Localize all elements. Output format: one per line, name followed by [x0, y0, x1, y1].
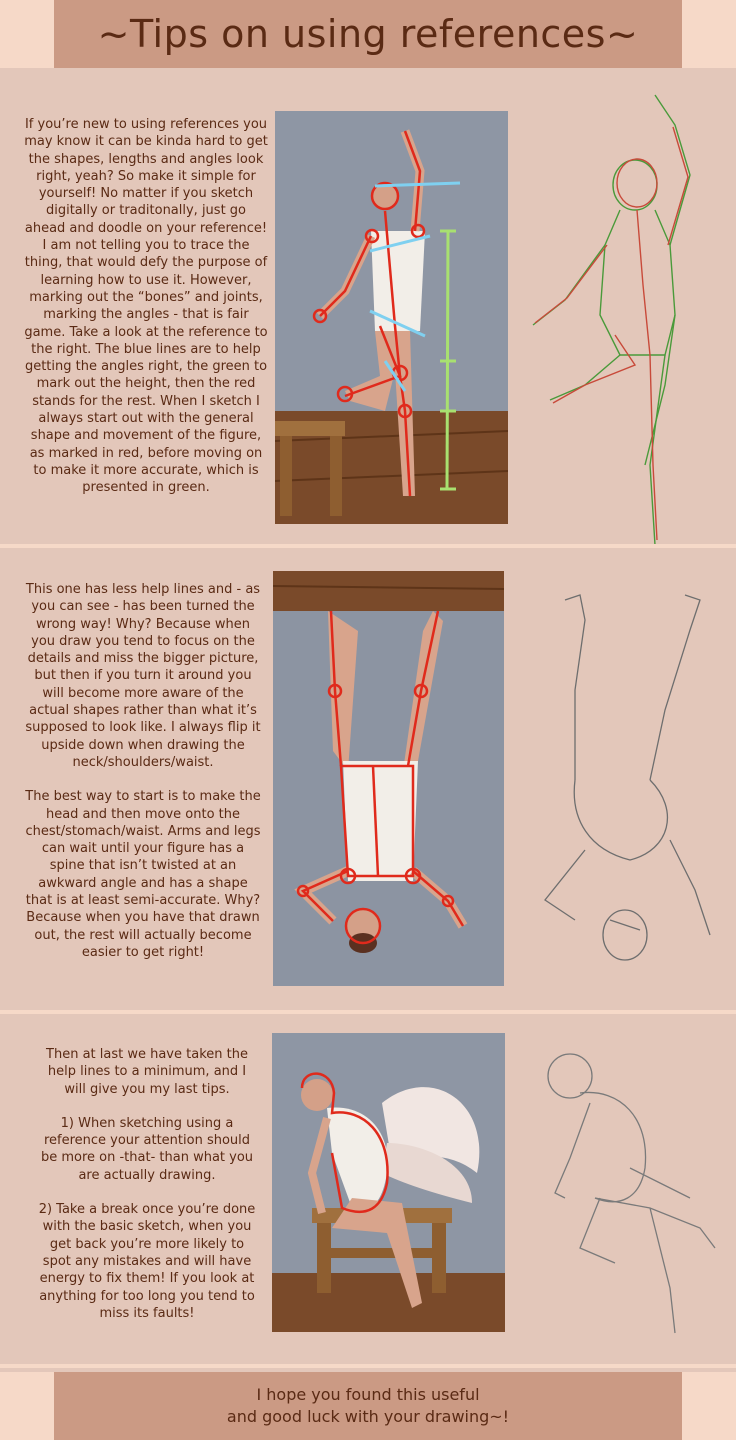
figure-sketch-upside-down: [530, 590, 730, 970]
section3-paragraph-1: Then at last we have taken the help lines to a minimum, and I will give you my last tips.: [46, 1047, 248, 1097]
reference-photo-seated-angel: [272, 1033, 505, 1332]
page-title: ~Tips on using references~: [97, 12, 639, 56]
figure-sketch-standing: [525, 85, 730, 550]
footer-edge-left: [0, 1372, 54, 1440]
section2-text: [24, 581, 262, 978]
header-edge-left: [0, 0, 54, 68]
divider-3: [0, 1364, 736, 1368]
footer-edge-right: [682, 1372, 736, 1440]
section1-paragraph: If you’re new to using references you may know it can be kinda hard to get the shapes, lengths and angles look right, yeah? So make it simple for yourself! No matter if you sketch digitally or traditonally, just go ahead and doodle on your reference! I am not telling you to trace the thing, that would defy the purpose of learning how to use it. However, marking out the “bones” and joints, marking the angles - that is fair game. Take a look at the reference to the right. The blue lines are to help getting the angles right, the green to mark out the height, then the red stands for the rest. When I sketch I always start out with the general shape and movement of the figure, as marked in red, before moving on to make it more accurate, which is presented in green.: [24, 117, 268, 496]
divider-2: [0, 1010, 736, 1014]
section3-paragraph-2: 1) When sketching using a reference your attention should be more on -that- than what you are actually drawing.: [40, 1115, 254, 1183]
section2-paragraph-2: The best way to start is to make the head and then move onto the chest/stomach/waist. Arms and legs can wait until your figure has a spine that isn’t twisted at an awkward angle and has a shape that is at least semi-accurate. Why? Because when you have that drawn out, the rest will actually become easier to get right!: [25, 789, 261, 960]
header-edge-right: [682, 0, 736, 68]
title-banner: [54, 0, 682, 68]
section3-text: [36, 1046, 258, 1339]
footer-banner: [54, 1372, 682, 1440]
footer-line-2: and good luck with your drawing~!: [226, 1407, 510, 1426]
figure-sketch-seated: [540, 1048, 730, 1343]
section2-paragraph-1: This one has less help lines and - as you can see - has been turned the wrong way! Why? Because when you draw you tend to focus on the details and miss the bigger picture, but then if you turn it around you will become more aware of the actual shapes rather than what it’s supposed to look like. I always flip it upside down when drawing the neck/shoulders/waist.: [25, 582, 261, 770]
section1-text: [24, 116, 268, 514]
footer-line-1: I hope you found this useful: [256, 1385, 480, 1404]
section3-paragraph-3: 2) Take a break once you’re done with the basic sketch, when you get back you’re more likely to spot any mistakes and will have energy to fix them! If you look at anything for too long you tend to miss its faults!: [38, 1202, 256, 1321]
divider-1: [0, 544, 736, 548]
reference-photo-upside-down: [273, 571, 504, 986]
reference-photo-standing: [275, 111, 508, 524]
